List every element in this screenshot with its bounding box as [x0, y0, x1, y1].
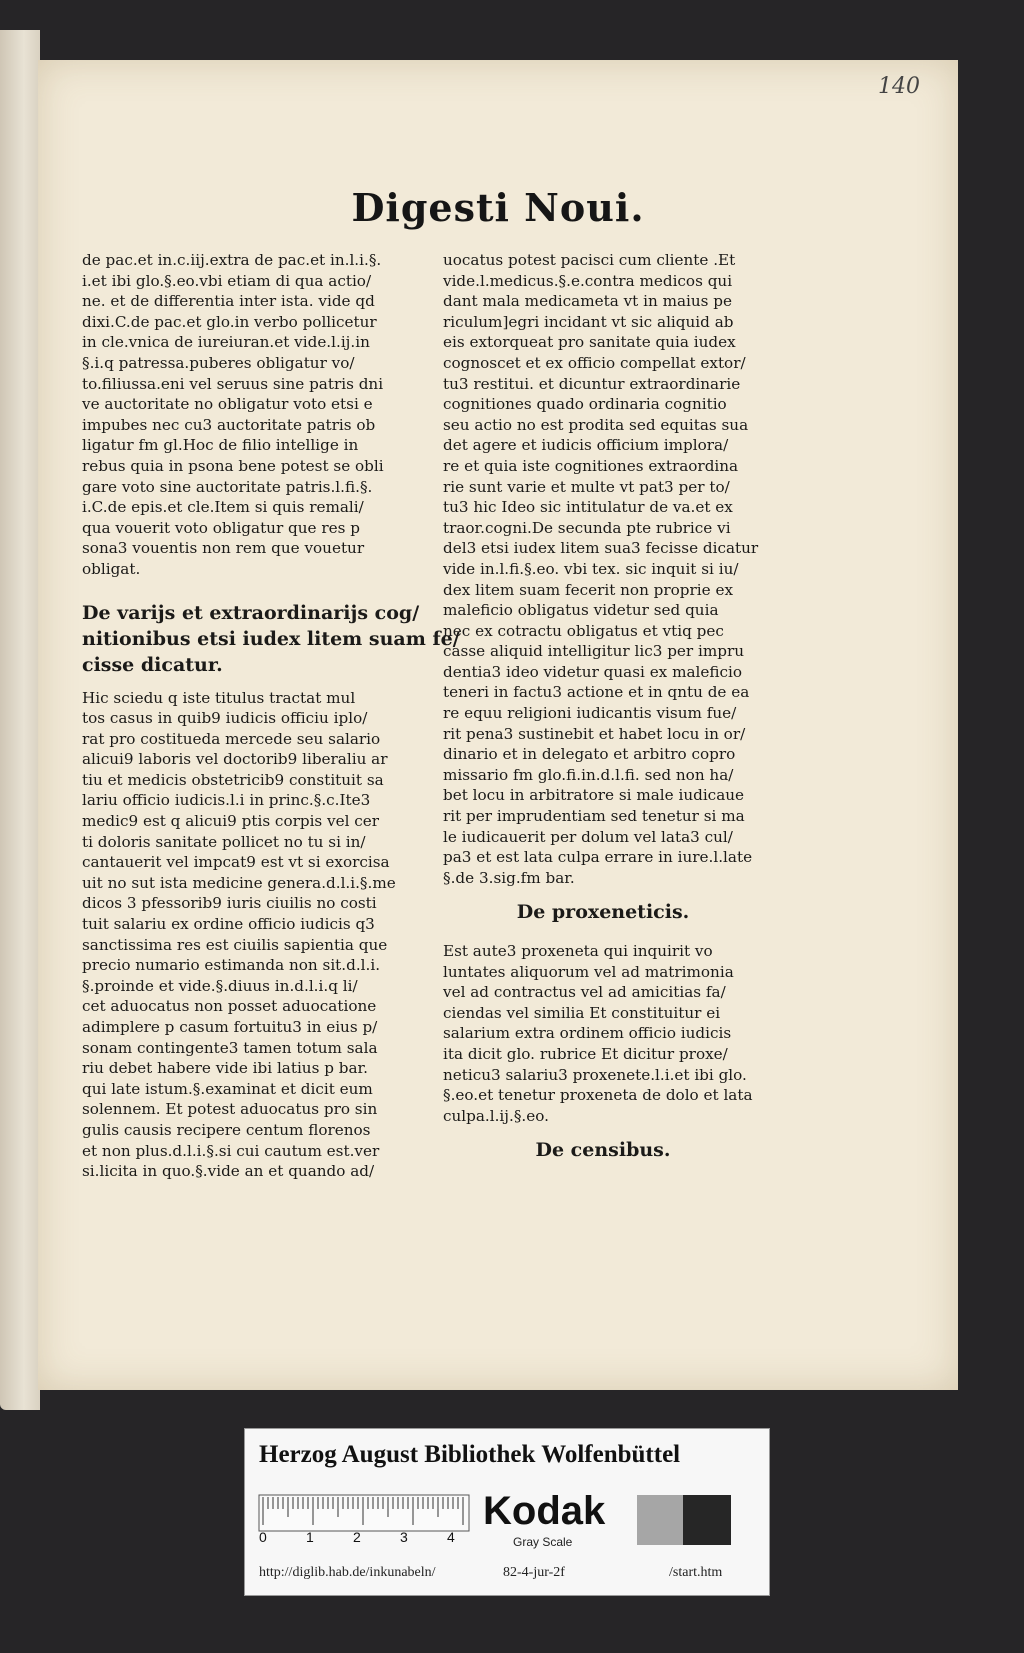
text-line: casse aliquid intelligitur lic3 per impru	[443, 642, 745, 661]
text-line: adimplere p casum fortuitu3 in eius p/	[82, 1018, 378, 1036]
library-card	[244, 1428, 770, 1596]
text-line: vide in.l.fi.§.eo. vbi tex. sic inquit si iu/	[443, 559, 739, 578]
text-line: det agere et iudicis officium implora/	[443, 436, 729, 455]
text-line: eis extorqueat pro sanitate quia iudex	[443, 333, 736, 352]
text-line: sanctissima res est ciuilis sapientia que	[82, 935, 388, 954]
text-line: dicos 3 pfessorib9 iuris ciuilis no costi	[82, 894, 377, 913]
text-line: tiu et medicis obstetricib9 constituit sa	[82, 770, 384, 789]
text-line: §.de 3.sig.fm bar.	[443, 868, 575, 887]
text-line: in cle.vnica de iureiuran.et vide.l.ij.in	[82, 333, 370, 352]
text-line: qui late istum.§.examinat et dicit eum	[82, 1079, 373, 1098]
text-line: gare voto sine auctoritate patris.l.fi.§.	[82, 477, 373, 496]
text-line: missario fm glo.fi.in.d.l.fi. sed non ha/	[443, 765, 734, 784]
text-line: dinario et in delegato et arbitro copro	[443, 745, 736, 764]
text-line: ciendas vel similia Et constituitur ei	[443, 1003, 721, 1022]
text-line: De varijs et extraordinarijs cog/	[82, 601, 420, 624]
text-line: bet locu in arbitratore si male iudicaue	[443, 786, 745, 805]
text-line: del3 etsi iudex litem sua3 fecisse dicatur	[443, 539, 759, 558]
text-line: neticu3 salariu3 proxenete.l.i.et ibi glo.	[443, 1065, 747, 1084]
text-line: pa3 et est lata culpa errare in iure.l.late	[443, 848, 753, 867]
text-line: seu actio no est prodita sed equitas sua	[443, 415, 749, 434]
text-line: cognitiones quado ordinaria cognitio	[443, 395, 727, 414]
text-line: ne. et de differentia inter ista. vide qd	[82, 292, 375, 311]
text-line: vide.l.medicus.§.e.contra medicos qui	[443, 271, 733, 290]
text-line: traor.cogni.De secunda pte rubrice vi	[443, 518, 731, 537]
text-line: lariu officio iudicis.l.i in princ.§.c.Ite3	[82, 791, 371, 810]
left-column	[82, 250, 460, 1182]
text-line: precio numario estimanda non sit.d.l.i.	[82, 956, 381, 975]
text-line: ti doloris sanitate pollicet no tu si in/	[82, 832, 366, 851]
text-line: Hic sciedu q iste titulus tractat mul	[82, 688, 356, 707]
text-line: cisse dicatur.	[82, 653, 223, 676]
text-line: rebus quia in psona bene potest se obli	[82, 456, 384, 475]
text-line: re et quia iste cognitiones extraordina	[443, 456, 739, 475]
text-line: salarium extra ordinem officio iudicis	[443, 1024, 732, 1043]
text-line: sonam contingente3 tamen totum sala	[82, 1038, 378, 1057]
text-line: dixi.C.de pac.et glo.in verbo pollicetur	[82, 312, 377, 331]
text-line: nec ex cotractu obligatus et vtiq pec	[443, 621, 724, 640]
text-line: to.filiussa.eni vel seruus sine patris dni	[82, 374, 384, 393]
text-line: §.i.q patressa.puberes obligatur vo/	[82, 353, 355, 372]
text-line: riculum]egri incidant vt sic aliquid ab	[443, 312, 734, 331]
ruler-scale	[259, 1495, 469, 1531]
left-subheading	[82, 600, 460, 678]
text-line: i.et ibi glo.§.eo.vbi etiam di qua actio/	[82, 271, 372, 290]
dark-swatch	[683, 1495, 731, 1545]
text-line: dant mala medicameta vt in maius pe	[443, 292, 732, 311]
text-line: re equu religioni iudicantis visum fue/	[443, 704, 737, 723]
text-line: tos casus in quib9 iudicis officiu iplo/	[82, 709, 368, 728]
text-line: si.licita in quo.§.vide an et quando ad/	[82, 1162, 375, 1181]
ruler-number: 2	[353, 1529, 361, 1545]
text-line: i.C.de epis.et cle.Item si quis remali/	[82, 498, 364, 517]
subheading-proxeneticis: De proxeneticis.	[516, 901, 690, 924]
text-line: rit pena3 sustinebit et habet locu in or/	[443, 724, 746, 743]
text-line: vel ad contractus vel ad amicitias fa/	[443, 983, 726, 1002]
text-line: ita dicit glo. rubrice Et dicitur proxe/	[443, 1044, 728, 1063]
library-title: Herzog August Bibliothek Wolfenbüttel	[259, 1441, 681, 1468]
text-line: obligat.	[82, 559, 141, 578]
grayscale-label: Gray Scale	[513, 1535, 573, 1549]
text-line: nitionibus etsi iudex litem suam fe/	[82, 627, 460, 650]
text-line: maleficio obligatus videtur sed quia	[443, 601, 719, 620]
text-line: §.eo.et tenetur proxeneta de dolo et lata	[443, 1086, 753, 1105]
kodak-logo: Kodak	[483, 1489, 606, 1533]
text-line: impubes nec cu3 auctoritate patris ob	[82, 415, 376, 434]
text-line: ligatur fm gl.Hoc de filio intellige in	[82, 436, 359, 455]
text-line: alicui9 laboris vel doctorib9 liberaliu ar	[82, 750, 388, 769]
gray-swatch	[637, 1495, 683, 1545]
library-url[interactable]: http://diglib.hab.de/inkunabeln/	[259, 1565, 436, 1580]
left-paragraph-2	[82, 688, 402, 1182]
text-line: tu3 restitui. et dicuntur extraordinarie	[443, 374, 741, 393]
shelfmark: 82-4-jur-2f	[503, 1565, 565, 1580]
text-line: teneri in factu3 actione et in qntu de ea	[443, 683, 750, 702]
text-line: tu3 hic Ideo sic intitulatur de va.et ex	[443, 498, 733, 517]
text-line: sona3 vouentis non rem que vouetur	[82, 539, 365, 558]
text-line: luntates aliquorum vel ad matrimonia	[443, 962, 734, 981]
ruler-number: 3	[400, 1529, 408, 1545]
text-line: solennem. Et potest aduocatus pro sin	[82, 1100, 378, 1119]
ruler-number: 1	[306, 1529, 314, 1545]
right-column	[443, 250, 763, 1179]
text-line: qua vouerit voto obligatur que res p	[82, 518, 360, 537]
text-line: gulis causis recipere centum florenos	[82, 1120, 371, 1139]
start-link[interactable]: /start.htm	[669, 1565, 723, 1580]
text-line: riu debet habere vide ibi latius p bar.	[82, 1059, 368, 1078]
left-paragraph-1	[82, 250, 402, 580]
right-paragraph-1	[443, 250, 763, 888]
text-line: culpa.l.ij.§.eo.	[443, 1106, 549, 1125]
text-line: dex litem suam fecerit non proprie ex	[443, 580, 734, 599]
text-line: rat pro costitueda mercede seu salario	[82, 729, 381, 748]
subheading-censibus: De censibus.	[535, 1139, 671, 1162]
text-line: medic9 est q alicui9 ptis corpis vel cer	[82, 812, 380, 831]
text-line: rie sunt varie et multe vt pat3 per to/	[443, 477, 730, 496]
text-line: rit per imprudentiam sed tenetur si ma	[443, 807, 745, 826]
text-line: Est aute3 proxeneta qui inquirit vo	[443, 942, 713, 960]
text-line: cantauerit vel impcat9 est vt si exorcisa	[82, 853, 390, 872]
text-line: cognoscet et ex officio compellat extor/	[443, 353, 746, 372]
text-line: ve auctoritate no obligatur voto etsi e	[82, 395, 373, 414]
text-line: uit no sut ista medicine genera.d.l.i.§.me	[82, 873, 396, 892]
text-line: le iudicauerit per dolum vel lata3 cul/	[443, 827, 733, 846]
left-page-edge	[0, 30, 40, 1410]
right-paragraph-2	[443, 941, 763, 1126]
text-line: cet aduocatus non posset aduocatione	[82, 997, 377, 1016]
text-line: de pac.et in.c.iij.extra de pac.et in.l.i.§.	[82, 251, 382, 269]
text-line: tuit salariu ex ordine officio iudicis q3	[82, 915, 375, 934]
ruler-number: 0	[259, 1529, 267, 1545]
text-line: uocatus potest pacisci cum cliente .Et	[443, 251, 736, 269]
text-line: dentia3 ideo videtur quasi ex maleficio	[443, 662, 743, 681]
folio-number: 140	[878, 74, 920, 99]
manuscript-page	[38, 60, 958, 1390]
ruler-number: 4	[447, 1529, 455, 1545]
text-line: §.proinde et vide.§.diuus in.d.l.i.q li/	[82, 976, 358, 995]
text-line: et non plus.d.l.i.§.si cui cautum est.ver	[82, 1141, 380, 1160]
page-title: Digesti Noui.	[351, 185, 645, 230]
